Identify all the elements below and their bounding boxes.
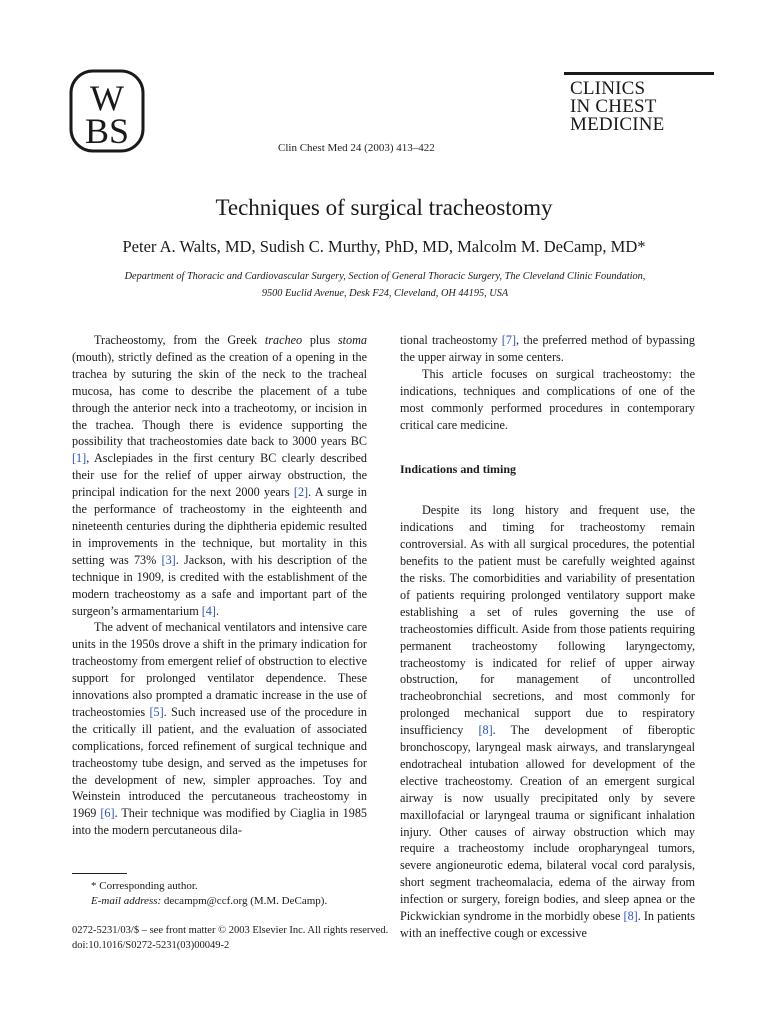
- body-column-right: [400, 332, 695, 942]
- citation-link-3[interactable]: [3]: [161, 552, 176, 567]
- footnote: [72, 879, 402, 909]
- svg-text:W: W: [90, 78, 124, 118]
- doi-line: doi:10.1016/S0272-5231(03)00049-2: [72, 940, 230, 951]
- citation-link-7[interactable]: [7]: [501, 333, 517, 347]
- paragraph-focus: This article focuses on surgical tracheostomy: the indications, techniques and complications of one of the most commonly performed procedures in contemporary critical care medicine.: [400, 366, 695, 432]
- author-affiliation: [60, 268, 710, 302]
- wbs-logo-icon: [68, 68, 146, 154]
- journal-citation: Clin Chest Med 24 (2003) 413–422: [278, 142, 435, 154]
- issn-line: 0272-5231/03/$ – see front matter © 2003 Elsevier Inc. All rights reserved.: [72, 925, 389, 936]
- publisher-logo: [68, 68, 146, 154]
- citation-link-5[interactable]: [5]: [149, 704, 164, 719]
- email-note: E-mail address: decampm@ccf.org (M.M. DeCamp).: [91, 895, 328, 907]
- svg-text:BS: BS: [84, 111, 130, 151]
- article-title: Techniques of surgical tracheostomy: [215, 195, 553, 220]
- corresponding-author-note: * Corresponding author.: [91, 880, 198, 892]
- body-column-left: [72, 332, 367, 839]
- section-heading-indications: Indications and timing: [400, 462, 517, 477]
- affiliation-line-2: 9500 Euclid Avenue, Desk F24, Cleveland, OH 44195, USA: [261, 288, 509, 299]
- citation-link-6[interactable]: [6]: [100, 806, 115, 821]
- citation-link-2[interactable]: [2]: [293, 485, 309, 500]
- paragraph-continued: tional tracheostomy [7], the preferred method of bypassing the upper airway in some centers.: [400, 333, 695, 364]
- paragraph-ventilators: The advent of mechanical ventilators and intensive care units in the 1950s drove a shift in the primary indication for tracheostomy from emergent relief of obstruction to elective support for prolonged ventilator dependence. These innovations also prompted a dramatic increase in the use of tracheostomies [5]. Such increased use of the procedure in the critically ill patient, and the evaluation of associated complications, forced refinement of surgical technique and tracheostomy tube design, and served as the impetuses for the development of new, simpler approaches. Toy and Weinstein introduced the percutaneous tracheostomy in 1969 [6]. Their technique was modified by Ciaglia in 1985 into the modern percutaneous dila-: [72, 620, 368, 838]
- article-authors: Peter A. Walts, MD, Sudish C. Murthy, PhD, MD, Malcolm M. DeCamp, MD*: [122, 237, 646, 256]
- paragraph-indications: Despite its long history and frequent use, the indications and timing for tracheostomy remain controversial. As with all surgical procedures, the potential benefits to the patient must be carefully weighted against the risks. The comorbidities and variability of presentation of patients requiring prolonged ventilatory support make establishing a set of rules governing the use of tracheostomies difficult. Aside from those patients requiring permanent tracheostomy following laryngectomy, tracheostomy is indicated for relief of upper airway obstruction, for management of uncontrolled tracheobronchial secretions, and most commonly for prolonged mechanical support due to respiratory insufficiency [8]. The development of fiberoptic bronchoscopy, laryngeal mask airways, and translaryngeal endotracheal intubation allowed for development of the elective tracheostomy. Creation of an emergent surgical airway is now usually precipitated only by severe maxillofacial or laryngeal trauma or significant inhalation injury. Other causes of airway obstruction which may require a tracheostomy include oropharyngeal tumors, severe angioneurotic edema, bilateral vocal cord paralysis, short segment tracheomalacia, edema of the airway from infection or surgery, foreign bodies, and sleep apnea or the Pickwickian syndrome in the morbidly obese [8]. In patients with an ineffective cough or excessive: [400, 503, 695, 940]
- journal-line-1: CLINICS: [570, 78, 646, 99]
- publication-metadata: [72, 923, 572, 953]
- paragraph-intro: Tracheostomy, from the Greek tracheo plus stoma (mouth), strictly defined as the creation of a opening in the trachea by suturing the skin of the neck to the tracheal mucosa, has come to describe the placement of a tube through the anterior neck into a tracheotomy, or incision in the trachea. Though there is evidence supporting the possibility that tracheostomies date back to 3000 years BC [1], Asclepiades in the first century BC clearly described their use for the relief of upper airway obstruction, the principal indication for the next 2000 years [2]. A surge in the performance of tracheostomy in the eighteenth and nineteenth centuries during the diphtheria epidemic resulted in improvements in the technique, but mortality in this setting was 73% [3]. Jackson, with his description of the technique in 1909, is credited with the establishment of the modern tracheostomy as a safe and important part of the surgeon’s armamentarium [4].: [72, 333, 367, 618]
- journal-name: [570, 80, 710, 134]
- email-address[interactable]: decampm@ccf.org (M.M. DeCamp).: [161, 895, 328, 907]
- journal-line-3: MEDICINE: [570, 114, 665, 135]
- journal-line-2: IN CHEST: [570, 96, 657, 117]
- citation-link-1[interactable]: [1]: [72, 451, 87, 466]
- affiliation-line-1: Department of Thoracic and Cardiovascular Surgery, Section of General Thoracic Surgery, The Cleveland Clinic Foundation,: [124, 271, 646, 282]
- citation-link-4[interactable]: [4]: [201, 603, 216, 618]
- journal-rule: [564, 72, 714, 75]
- citation-link-8-second[interactable]: [8]: [623, 909, 638, 924]
- citation-link-8[interactable]: [8]: [478, 723, 493, 738]
- footnote-rule: [72, 873, 127, 874]
